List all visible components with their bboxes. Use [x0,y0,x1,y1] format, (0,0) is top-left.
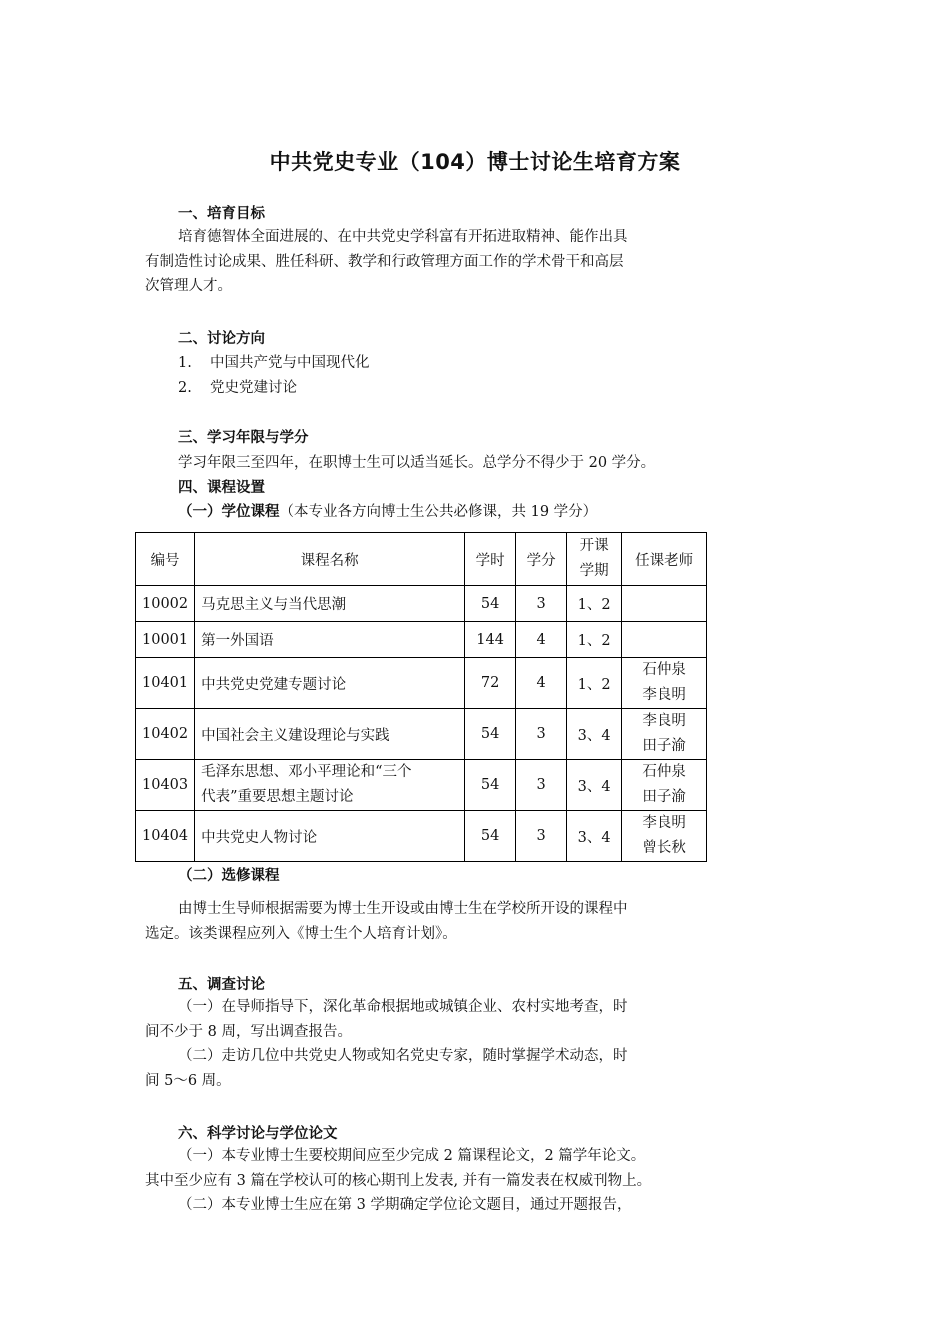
text-line: 间 5～6 周。 [145,1072,231,1089]
text-line: 次管理人才。 [145,278,232,294]
list-item [178,351,370,372]
text-line: 由博士生导师根据需要为博士生开设或由博士生在学校所开设的课程中 [178,901,628,917]
list-item [178,376,297,397]
section-heading-survey: 五、调查讨论 [178,977,265,993]
cell-credits: 4 [516,658,567,709]
course-table [135,532,707,862]
teacher-name: 李良明 [642,815,686,831]
cell-id: 10403 [136,760,195,811]
degree-courses-subheading [178,500,597,521]
cell-term: 1、2 [567,658,622,709]
list-text: 中国共产党与中国现代化 [210,355,370,371]
header-name: 课程名称 [195,533,465,586]
cell-id: 10001 [136,622,195,658]
cell-teacher [622,622,707,658]
cell-name: 马克思主义与当代思潮 [195,586,465,622]
text-line: （一）本专业博士生要校期间应至少完成 2 篇课程论文，2 篇学年论文。 [178,1148,646,1164]
table-row [136,709,707,760]
cell-name: 中共党史人物讨论 [195,811,465,862]
elective-courses-subheading [178,864,280,885]
teacher-name: 田子渝 [642,789,686,805]
cell-hours: 54 [465,709,516,760]
text-line: 间不少于 8 周，写出调查报告。 [145,1023,352,1040]
cell-hours: 54 [465,586,516,622]
header-credits: 学分 [516,533,567,586]
table-row [136,622,707,658]
cell-id: 10404 [136,811,195,862]
goal-paragraph [145,225,715,299]
cell-name [195,760,465,811]
text-line: 其中至少应有 3 篇在学校认可的核心期刊上发表, 并有一篇发表在权威刊物上。 [145,1172,652,1189]
cell-teacher [622,760,707,811]
cell-credits: 3 [516,811,567,862]
subheading-label: （二）选修课程 [178,868,280,884]
text-line: 培育德智体全面进展的、在中共党史学科富有开拓进取精神、能作出具 [178,229,628,245]
teacher-name: 曾长秋 [642,840,686,856]
cell-credits: 3 [516,586,567,622]
document-title: 中共党史专业（104）博士讨论生培育方案 [269,150,681,174]
subheading-note: （本专业各方向博士生公共必修课，共 19 学分） [279,504,598,520]
table-row [136,811,707,862]
cell-credits: 3 [516,760,567,811]
text-line: 有制造性讨论成果、胜任科研、教学和行政管理方面工作的学术骨干和高层 [145,253,624,270]
cell-credits: 3 [516,709,567,760]
cell-hours: 54 [465,760,516,811]
header-id: 编号 [136,533,195,586]
elective-paragraph [145,897,715,946]
table-row [136,760,707,811]
cell-teacher [622,658,707,709]
cell-name: 中共党史党建专题讨论 [195,658,465,709]
cell-hours: 72 [465,658,516,709]
cell-id: 10002 [136,586,195,622]
cell-term: 3、4 [567,811,622,862]
header-term-line: 学期 [579,563,609,579]
cell-teacher [622,811,707,862]
cell-teacher [622,586,707,622]
text-line: （一）在导师指导下，深化革命根据地或城镇企业、农村实地考查，时 [178,999,628,1015]
teacher-name: 石仲泉 [642,662,686,678]
cell-term: 3、4 [567,760,622,811]
header-teacher: 任课老师 [622,533,707,586]
cell-term: 1、2 [567,622,622,658]
research-paragraph-2 [145,1193,715,1218]
text-line: （二）本专业博士生应在第 3 学期确定学位论文题目，通过开题报告， [178,1197,632,1213]
cell-name: 中国社会主义建设理论与实践 [195,709,465,760]
teacher-name: 石仲泉 [642,764,686,780]
cell-term: 1、2 [567,586,622,622]
teacher-name: 李良明 [642,687,686,703]
course-name-line: 代表”重要思想主题讨论 [201,789,354,805]
course-name-line: 毛泽东思想、邓小平理论和“三个 [201,764,412,780]
header-hours: 学时 [465,533,516,586]
table-row [136,658,707,709]
text-line: 选定。该类课程应列入《博士生个人培育计划》。 [145,925,457,942]
duration-text: 学习年限三至四年，在职博士生可以适当延长。总学分不得少于 20 学分。 [178,455,656,471]
cell-id: 10402 [136,709,195,760]
table-header-row [136,533,707,586]
list-number: 1. [178,355,192,371]
survey-paragraph-1 [145,995,715,1044]
cell-hours: 54 [465,811,516,862]
cell-credits: 4 [516,622,567,658]
section-heading-research: 六、科学讨论与学位论文 [178,1126,338,1142]
list-text: 党史党建讨论 [210,380,297,396]
section-heading-duration: 三、学习年限与学分 [178,430,309,446]
teacher-name: 李良明 [642,713,686,729]
cell-teacher [622,709,707,760]
list-number: 2. [178,380,192,396]
subheading-label: （一）学位课程 [178,504,280,520]
cell-name: 第一外国语 [195,622,465,658]
research-paragraph-1 [145,1144,715,1193]
table-row [136,586,707,622]
section-heading-courses: 四、课程设置 [178,480,265,496]
teacher-name: 田子渝 [642,738,686,754]
header-term [567,533,622,586]
text-line: （二）走访几位中共党史人物或知名党史专家，随时掌握学术动态，时 [178,1048,628,1064]
header-term-line: 开课 [579,538,609,554]
cell-id: 10401 [136,658,195,709]
survey-paragraph-2 [145,1044,715,1093]
section-heading-directions: 二、讨论方向 [178,331,265,347]
cell-hours: 144 [465,622,516,658]
cell-term: 3、4 [567,709,622,760]
section-heading-goal: 一、培育目标 [178,206,265,222]
